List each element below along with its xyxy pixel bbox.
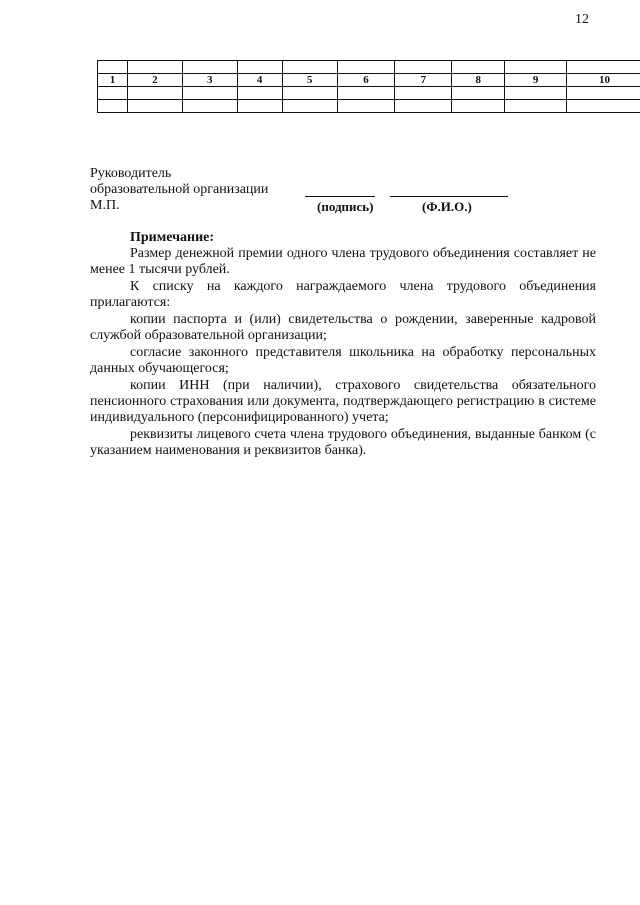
signature-block xyxy=(90,166,268,214)
column-number: 10 xyxy=(567,74,640,87)
column-number: 6 xyxy=(337,74,395,87)
column-number: 9 xyxy=(505,74,567,87)
page-number: 12 xyxy=(575,12,589,27)
stamp-mark: М.П. xyxy=(90,198,120,213)
note-title: Примечание: xyxy=(130,230,215,245)
note-paragraph: К списку на каждого награждаемого члена трудового объединения прилагаются: xyxy=(90,279,596,310)
note-paragraph: Размер денежной премии одного члена трудового объединения составляет не менее 1 тысячи рублей. xyxy=(90,246,596,277)
note-body xyxy=(90,246,596,460)
name-label: (Ф.И.О.) xyxy=(422,199,472,214)
note-paragraph: реквизиты лицевого счета члена трудового объединения, выданные банком (с указанием наименования и реквизитов банка). xyxy=(90,427,596,458)
column-number: 7 xyxy=(395,74,452,87)
table-header-row xyxy=(98,61,640,74)
table-row xyxy=(98,100,640,113)
signature-line xyxy=(305,196,375,197)
column-number: 2 xyxy=(127,74,182,87)
note-paragraph: копии паспорта и (или) свидетельства о рождении, заверенные кадровой службой образовательной организации; xyxy=(90,312,596,343)
column-number: 8 xyxy=(452,74,505,87)
note-paragraph: согласие законного представителя школьника на обработку персональных данных обучающегося; xyxy=(90,345,596,376)
note-paragraph: копии ИНН (при наличии), страхового свидетельства обязательного пенсионного страхования или документа, подтверждающего регистрацию в системе индивидуального (персонифицированного) учета; xyxy=(90,378,596,425)
signatory-role-line-2: образовательной организации xyxy=(90,182,269,197)
column-number: 4 xyxy=(237,74,282,87)
data-table xyxy=(97,60,640,113)
signatory-role-line-1: Руководитель xyxy=(90,166,172,181)
column-number: 3 xyxy=(182,74,237,87)
table-column-numbers-row xyxy=(98,74,640,87)
column-number: 1 xyxy=(98,74,128,87)
name-line xyxy=(390,196,508,197)
column-number: 5 xyxy=(282,74,337,87)
signature-label: (подпись) xyxy=(317,199,374,214)
table-row xyxy=(98,87,640,100)
